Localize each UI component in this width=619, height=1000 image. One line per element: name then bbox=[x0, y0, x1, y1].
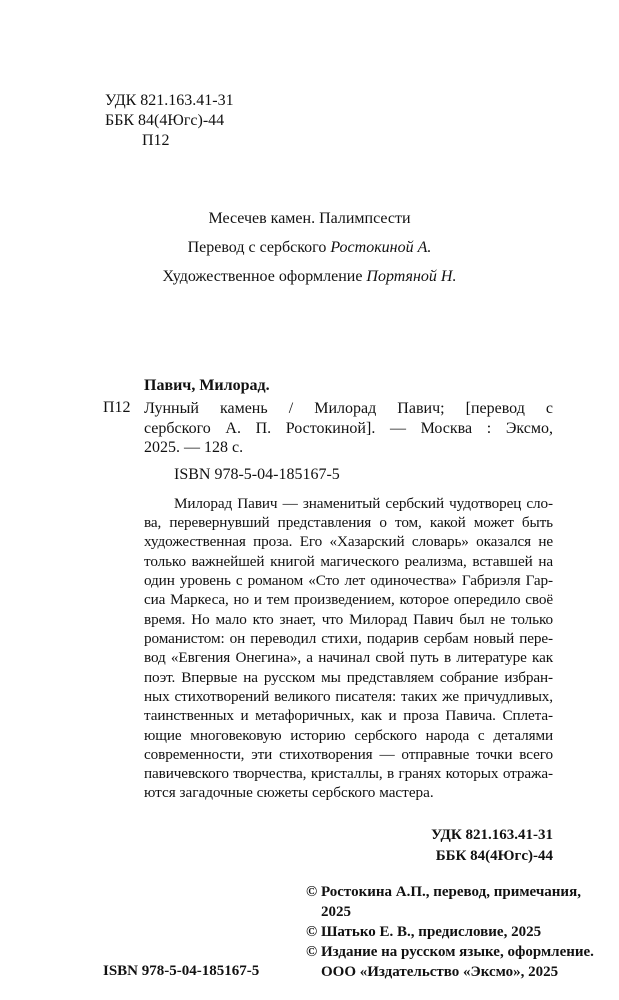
copyright-line: © Шатько Е. В., предисловие, 2025 bbox=[306, 924, 542, 940]
author-sign: П12 bbox=[142, 132, 170, 149]
copyright-line: ООО «Издательство «Эксмо», 2025 bbox=[321, 964, 559, 980]
bbk-code: ББК 84(4Югс)-44 bbox=[105, 112, 225, 129]
copyright-line: 2025 bbox=[321, 904, 351, 920]
description-line: Лунный камень / Милорад Павич; [перевод с bbox=[144, 400, 553, 417]
annotation-line: ва, перевернувший представления о том, какой может быть bbox=[144, 514, 553, 531]
annotation-line: время. Но мало кто знает, что Милорад Павич был не только bbox=[144, 611, 553, 628]
annotation-line: современности, эти стихотворения — отправные точки всего bbox=[144, 746, 553, 763]
annotation-line: Милорад Павич — знаменитый сербский чудотворец сло- bbox=[174, 495, 553, 512]
annotation-line: таинственных и метафоричных, как и проза Павича. Сплета- bbox=[144, 707, 553, 724]
description-line: 2025. — 128 с. bbox=[144, 439, 244, 456]
bottom-udk-code: УДК 821.163.41-31 bbox=[431, 827, 553, 843]
translation-credit bbox=[0, 239, 619, 257]
annotation-line: ющие многовековую историю сербского народа с деталями bbox=[144, 727, 553, 744]
designer-name: Портяной Н. bbox=[366, 268, 457, 285]
annotation-line: поэт. Впервые на русском мы представляем собрание избран- bbox=[144, 669, 553, 686]
annotation-line: павичевского творчества, кристаллы, в гранях которых отража- bbox=[144, 765, 553, 782]
record-author-sign: П12 bbox=[103, 399, 131, 416]
annotation-line: ются загадочные сюжеты сербского мастера. bbox=[144, 784, 434, 801]
author-heading: Павич, Милорад. bbox=[144, 377, 270, 394]
copyright-line: © Ростокина А.П., перевод, примечания, bbox=[306, 884, 581, 900]
annotation-line: ных стихотворений великого писателя: таких же причудливых, bbox=[144, 688, 553, 705]
udk-code: УДК 821.163.41-31 bbox=[105, 92, 234, 109]
annotation-line: вод «Евгения Онегина», а начинал свой путь в литературе как bbox=[144, 649, 553, 666]
annotation-line: художественная проза. Его «Хазарский словарь» оказался не bbox=[144, 533, 553, 550]
design-prefix: Художественное оформление bbox=[162, 268, 367, 285]
translation-prefix: Перевод с сербского bbox=[187, 239, 331, 256]
bottom-bbk-code: ББК 84(4Югс)-44 bbox=[435, 848, 553, 864]
annotation-line: сиа Маркеса, но и тем произведением, которое опередило своё bbox=[144, 591, 553, 608]
annotation-line: один уровень с романом «Сто лет одиночества» Габриэля Гар- bbox=[144, 572, 553, 589]
design-credit bbox=[0, 268, 619, 286]
annotation-line: романистом: он переводил стихи, подарив сербам новый пере- bbox=[144, 630, 553, 647]
copyright-line: © Издание на русском языке, оформление. bbox=[306, 944, 594, 960]
translator-name: Ростокиной А. bbox=[330, 239, 432, 256]
original-title: Месечев камен. Палимпсести bbox=[208, 210, 411, 227]
annotation-line: только важнейшей книгой магического реализма, вставшей на bbox=[144, 553, 553, 570]
record-isbn: ISBN 978-5-04-185167-5 bbox=[174, 466, 340, 483]
bottom-isbn: ISBN 978-5-04-185167-5 bbox=[103, 963, 260, 979]
description-line: сербского А. П. Ростокиной]. — Москва : Эксмо, bbox=[144, 420, 553, 437]
